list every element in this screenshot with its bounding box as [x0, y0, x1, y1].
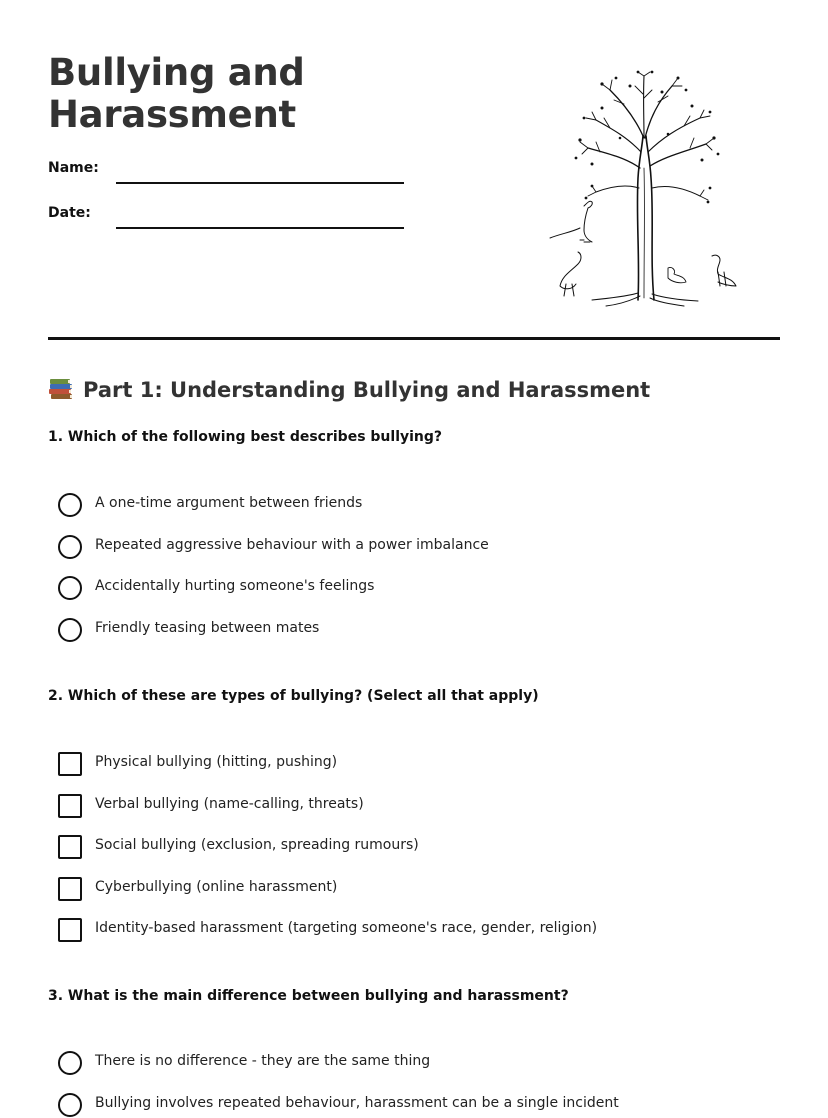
- name-input-line[interactable]: [116, 182, 404, 184]
- q2-option-3[interactable]: [57, 834, 797, 860]
- q1-option-4[interactable]: [57, 617, 797, 643]
- option-label: Cyberbullying (online harassment): [95, 879, 338, 895]
- radio-button[interactable]: [58, 535, 82, 559]
- radio-button[interactable]: [58, 1051, 82, 1075]
- checkbox[interactable]: [58, 752, 82, 776]
- radio-button[interactable]: [58, 618, 82, 642]
- option-label: Identity-based harassment (targeting someone's race, gender, religion): [95, 920, 598, 936]
- q2-option-2[interactable]: [57, 793, 797, 819]
- checkbox[interactable]: [58, 877, 82, 901]
- q1-option-3[interactable]: [57, 575, 797, 601]
- radio-button[interactable]: [58, 1093, 82, 1117]
- section-title: Part 1: Understanding Bullying and Harassment: [83, 378, 651, 402]
- q2-option-5[interactable]: [57, 917, 797, 943]
- checkbox[interactable]: [58, 794, 82, 818]
- radio-button[interactable]: [58, 493, 82, 517]
- header-divider: [48, 337, 780, 340]
- option-label: Accidentally hurting someone's feelings: [95, 578, 375, 594]
- checkbox[interactable]: [58, 835, 82, 859]
- date-input-line[interactable]: [116, 227, 404, 229]
- option-label: A one-time argument between friends: [95, 495, 363, 511]
- name-field: [48, 160, 408, 190]
- checkbox[interactable]: [58, 918, 82, 942]
- q3-option-2[interactable]: [57, 1092, 797, 1118]
- date-field: [48, 205, 408, 235]
- q3-option-1[interactable]: [57, 1050, 797, 1076]
- q2-option-1[interactable]: [57, 751, 797, 777]
- date-label: Date:: [48, 205, 91, 221]
- page-title: Bullying and Harassment: [48, 51, 305, 136]
- option-label: Social bullying (exclusion, spreading rumours): [95, 837, 419, 853]
- question-2-text: 2. Which of these are types of bullying? (Select all that apply): [48, 688, 539, 704]
- option-label: Physical bullying (hitting, pushing): [95, 754, 338, 770]
- name-label: Name:: [48, 160, 99, 176]
- section-heading: [48, 375, 788, 405]
- option-label: Repeated aggressive behaviour with a power imbalance: [95, 537, 489, 553]
- books-icon: [48, 376, 74, 402]
- tree-illustration: [540, 68, 750, 308]
- question-1-text: 1. Which of the following best describes bullying?: [48, 429, 443, 445]
- option-label: Verbal bullying (name-calling, threats): [95, 796, 364, 812]
- q2-option-4[interactable]: [57, 876, 797, 902]
- question-3-text: 3. What is the main difference between bullying and harassment?: [48, 988, 569, 1004]
- q1-option-1[interactable]: [57, 492, 797, 518]
- radio-button[interactable]: [58, 576, 82, 600]
- option-label: Bullying involves repeated behaviour, harassment can be a single incident: [95, 1095, 619, 1111]
- q1-option-2[interactable]: [57, 534, 797, 560]
- option-label: There is no difference - they are the same thing: [95, 1053, 431, 1069]
- option-label: Friendly teasing between mates: [95, 620, 320, 636]
